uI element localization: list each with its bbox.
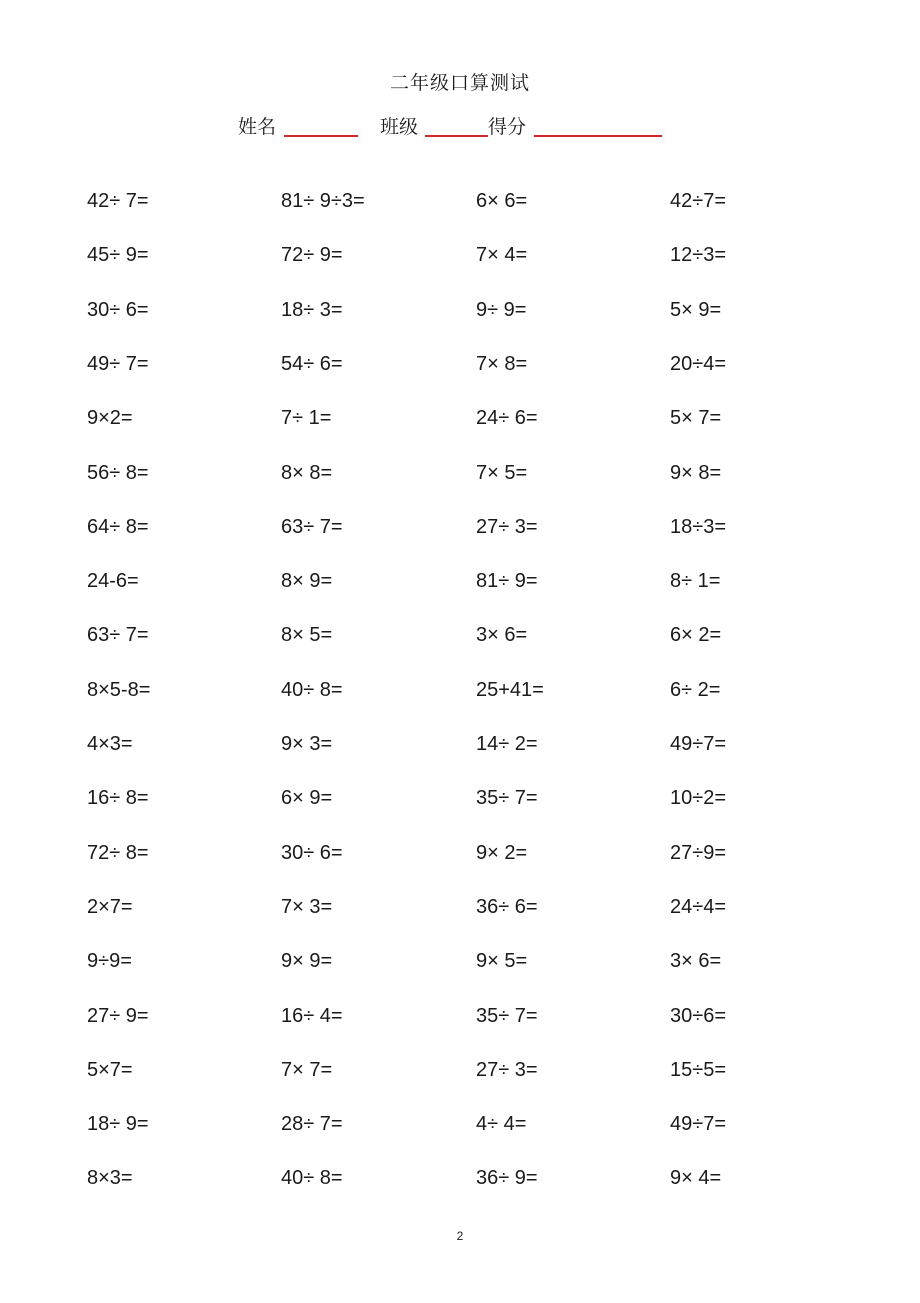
arithmetic-problem: 10÷2= bbox=[670, 787, 727, 810]
arithmetic-problem: 24÷4= bbox=[670, 895, 727, 918]
arithmetic-problem: 27÷9= bbox=[670, 841, 727, 864]
arithmetic-problem: 64÷ 8= bbox=[87, 515, 149, 538]
arithmetic-problem: 30÷ 6= bbox=[281, 841, 343, 864]
arithmetic-problem: 56÷ 8= bbox=[87, 461, 149, 484]
arithmetic-problem: 9× 5= bbox=[476, 950, 528, 973]
arithmetic-problem: 72÷ 8= bbox=[87, 841, 149, 864]
problem-row bbox=[0, 353, 920, 383]
arithmetic-problem: 18÷3= bbox=[670, 515, 727, 538]
arithmetic-problem: 27÷ 3= bbox=[476, 1058, 538, 1081]
arithmetic-problem: 81÷ 9= bbox=[476, 570, 538, 593]
arithmetic-problem: 36÷ 9= bbox=[476, 1167, 538, 1190]
arithmetic-problem: 27÷ 3= bbox=[476, 515, 538, 538]
problem-row bbox=[0, 516, 920, 546]
class-blank[interactable] bbox=[425, 135, 488, 137]
arithmetic-problem: 9× 9= bbox=[281, 950, 333, 973]
arithmetic-problem: 2×7= bbox=[87, 895, 133, 918]
arithmetic-problem: 49÷ 7= bbox=[87, 352, 149, 375]
problem-row bbox=[0, 1113, 920, 1143]
arithmetic-problem: 9×2= bbox=[87, 407, 133, 430]
arithmetic-problem: 6× 6= bbox=[476, 190, 528, 212]
arithmetic-problem: 63÷ 7= bbox=[87, 624, 149, 647]
problem-row bbox=[0, 787, 920, 817]
arithmetic-problem: 54÷ 6= bbox=[281, 352, 343, 375]
arithmetic-problem: 8×5-8= bbox=[87, 678, 151, 701]
arithmetic-problem: 40÷ 8= bbox=[281, 1167, 343, 1190]
arithmetic-problem: 9× 3= bbox=[281, 733, 333, 755]
arithmetic-problem: 6× 9= bbox=[281, 787, 333, 810]
arithmetic-problem: 81÷ 9÷3= bbox=[281, 190, 365, 212]
arithmetic-problem: 49÷7= bbox=[670, 733, 727, 755]
name-blank[interactable] bbox=[284, 135, 358, 137]
problem-row bbox=[0, 733, 920, 763]
problem-row bbox=[0, 244, 920, 274]
arithmetic-problem: 5× 9= bbox=[670, 298, 722, 321]
arithmetic-problem: 14÷ 2= bbox=[476, 733, 538, 755]
arithmetic-problem: 18÷ 9= bbox=[87, 1113, 149, 1136]
score-label: 得分 bbox=[488, 116, 527, 138]
arithmetic-problem: 36÷ 6= bbox=[476, 895, 538, 918]
arithmetic-problem: 6÷ 2= bbox=[670, 678, 721, 701]
problem-row bbox=[0, 842, 920, 872]
arithmetic-problem: 7× 7= bbox=[281, 1058, 333, 1081]
arithmetic-problem: 9÷ 9= bbox=[476, 298, 527, 321]
arithmetic-problem: 35÷ 7= bbox=[476, 787, 538, 810]
problem-row bbox=[0, 190, 920, 220]
arithmetic-problem: 49÷7= bbox=[670, 1113, 727, 1136]
name-label: 姓名 bbox=[238, 116, 277, 138]
arithmetic-problem: 18÷ 3= bbox=[281, 298, 343, 321]
arithmetic-problem: 3× 6= bbox=[476, 624, 528, 647]
arithmetic-problem: 8÷ 1= bbox=[670, 570, 721, 593]
arithmetic-problem: 7× 5= bbox=[476, 461, 528, 484]
arithmetic-problem: 24÷ 6= bbox=[476, 407, 538, 430]
problem-row bbox=[0, 624, 920, 654]
arithmetic-problem: 63÷ 7= bbox=[281, 515, 343, 538]
problem-row bbox=[0, 570, 920, 600]
arithmetic-problem: 28÷ 7= bbox=[281, 1113, 343, 1136]
arithmetic-problem: 30÷6= bbox=[670, 1004, 727, 1027]
arithmetic-problem: 4×3= bbox=[87, 733, 133, 755]
problem-row bbox=[0, 462, 920, 492]
problem-row bbox=[0, 896, 920, 926]
arithmetic-problem: 9÷9= bbox=[87, 950, 132, 973]
score-blank[interactable] bbox=[534, 135, 662, 137]
arithmetic-problem: 9× 8= bbox=[670, 461, 722, 484]
arithmetic-problem: 7÷ 1= bbox=[281, 407, 332, 430]
arithmetic-problem: 16÷ 8= bbox=[87, 787, 149, 810]
problem-row bbox=[0, 1005, 920, 1035]
arithmetic-problem: 16÷ 4= bbox=[281, 1004, 343, 1027]
class-label: 班级 bbox=[380, 116, 419, 138]
arithmetic-problem: 8× 5= bbox=[281, 624, 333, 647]
arithmetic-problem: 8×3= bbox=[87, 1167, 133, 1190]
problem-row bbox=[0, 950, 920, 980]
page-number: 2 bbox=[456, 1229, 464, 1243]
arithmetic-problem: 5× 7= bbox=[670, 407, 722, 430]
arithmetic-problem: 9× 4= bbox=[670, 1167, 722, 1190]
arithmetic-problem: 7× 3= bbox=[281, 895, 333, 918]
arithmetic-problem: 8× 8= bbox=[281, 461, 333, 484]
problem-row bbox=[0, 407, 920, 437]
arithmetic-problem: 35÷ 7= bbox=[476, 1004, 538, 1027]
arithmetic-problem: 6× 2= bbox=[670, 624, 722, 647]
arithmetic-problem: 72÷ 9= bbox=[281, 244, 343, 267]
arithmetic-problem: 45÷ 9= bbox=[87, 244, 149, 267]
problem-row bbox=[0, 679, 920, 709]
page-title: 二年级口算测试 bbox=[389, 72, 530, 94]
arithmetic-problem: 20÷4= bbox=[670, 352, 727, 375]
arithmetic-problem: 42÷ 7= bbox=[87, 190, 149, 212]
arithmetic-problem: 12÷3= bbox=[670, 244, 727, 267]
problem-row bbox=[0, 299, 920, 329]
arithmetic-problem: 30÷ 6= bbox=[87, 298, 149, 321]
problem-row bbox=[0, 1167, 920, 1197]
arithmetic-problem: 24-6= bbox=[87, 570, 139, 593]
arithmetic-problem: 5×7= bbox=[87, 1058, 133, 1081]
problem-row bbox=[0, 1059, 920, 1089]
arithmetic-problem: 9× 2= bbox=[476, 841, 528, 864]
arithmetic-problem: 4÷ 4= bbox=[476, 1113, 527, 1136]
arithmetic-problem: 15÷5= bbox=[670, 1058, 727, 1081]
arithmetic-problem: 8× 9= bbox=[281, 570, 333, 593]
arithmetic-problem: 27÷ 9= bbox=[87, 1004, 149, 1027]
arithmetic-problem: 25+41= bbox=[476, 678, 544, 701]
arithmetic-problem: 7× 4= bbox=[476, 244, 528, 267]
arithmetic-problem: 3× 6= bbox=[670, 950, 722, 973]
arithmetic-problem: 40÷ 8= bbox=[281, 678, 343, 701]
arithmetic-problem: 7× 8= bbox=[476, 352, 528, 375]
arithmetic-problem: 42÷7= bbox=[670, 190, 727, 212]
